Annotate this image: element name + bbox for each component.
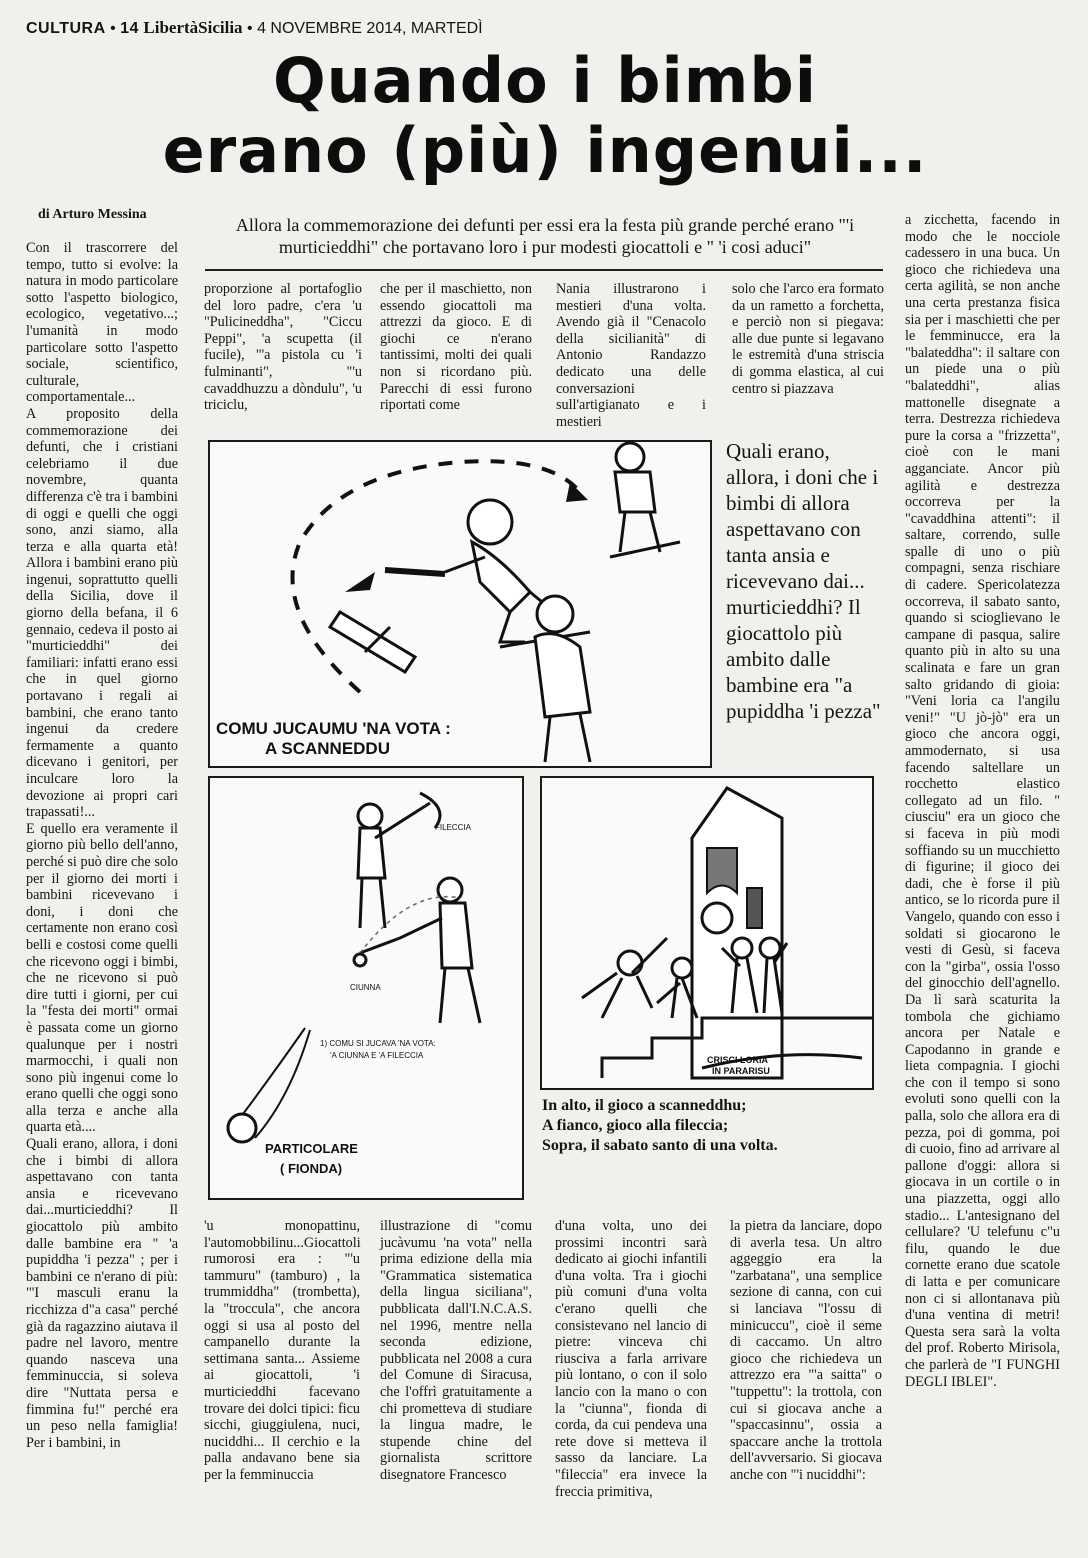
column-bottom-2: illustrazione di "comu jucàvumu 'na vota" nella prima edizione della mia "Grammatica sistematica della lingua siciliana", pubblicata dall'I.N.C.A.S. nel 1996, mentre nella seconda edizione, pubblicata nel 2008 a cura del Comune di Siracusa, che l'offrì gratuitamente a chi prometteva di studiare la lingua madre, le stupende chine del giornalista scrittore disegnatore Francesco	[380, 1218, 532, 1483]
drawing-caption: 1) COMU SI JUCAVA 'NA VOTA:	[320, 1039, 436, 1048]
photo-caption	[542, 1096, 882, 1156]
title-line-2: erano (più) ingenui...	[162, 114, 928, 187]
drawing-caption: COMU JUCAUMU 'NA VOTA :	[216, 719, 451, 738]
column-bottom-1: 'u monopattinu, l'automobbilinu...Giocattoli rumorosi era : "'u tammuru" (tamburo) , la trummiddha" (trombetta), la "troccula", che ancora oggi si usa al posto del campanello durante la settimana santa... Assieme ai giocattoli, 'i murticieddhi facevano trovare dei dolci tipici: ficu sicchi, giuggiulena, nuci, nuciddhi... Il cerchio e la palla andavano bene sia per la femminuccia	[204, 1218, 361, 1483]
newspaper-name: LibertàSicilia	[143, 18, 243, 37]
section-name: CULTURA	[26, 20, 106, 37]
drawing-caption: IN PARARISU	[712, 1066, 770, 1076]
caption-line: A fianco, gioco alla fileccia;	[542, 1117, 729, 1134]
column-top-4: solo che l'arco era formato da un rametto a forchetta, e perciò non si piegava: alle due punte si legavano le estremità d'una striscia di gomma elastica, al cui centro si piazzava	[732, 281, 884, 397]
caption-line: Sopra, il sabato santo di una volta.	[542, 1137, 778, 1154]
illustration-sabato-santo	[540, 776, 874, 1090]
paragraph: E quello era veramente il giorno più bello dell'anno, perché si può dire che solo per il giorno dei morti i bambini ricevevano i doni, i doni che certamente non erano così belli e costosi come quelli che ricevono oggi i bimbi, che ne ricevono si può dire tutti i giorni, per cui la "festa dei morti" ormai è passata come un giorno qualunque per i nostri marmocchi, i quali non sono più ingenui come lo erano quelli che oggi sono alla terza e anche alla quarta età....	[26, 820, 178, 1136]
column-top-3: Nania illustrarono i mestieri d'una volta. Avendo già il "Cenacolo della sicilianità" di Antonio Randazzo dedicato una delle conversazioni sull'artigianato e i mestieri	[556, 281, 706, 430]
drawing-caption: ( FIONDA)	[280, 1161, 343, 1176]
drawing-caption: A SCANNEDDU	[265, 739, 390, 758]
article-subtitle: Allora la commemorazione dei defunti per essi era la festa più grande perché erano "'i murticieddhi" che portavano loro i pur modesti giocattoli e " 'i cosi aduci"	[235, 215, 855, 257]
page-number: 14	[120, 20, 139, 37]
illustration-scanneddu	[208, 440, 712, 768]
column-top-1: proporzione al portafoglio del loro padre, c'era 'u "Pulicineddha", "Ciccu Peppi", 'a scupetta (il fucile), "'a pistola cu 'i fulminanti", "'u cavaddhuzzu a dòndulu", 'u triciclu,	[204, 281, 362, 414]
caption-line: In alto, il gioco a scanneddhu;	[542, 1097, 747, 1114]
drawing-scanneddu	[210, 442, 710, 766]
paragraph: Quali erano, allora, i doni che i bimbi di allora aspettavano con tanta ansia e ricevevano dai...murticieddhi? Il giocattolo più ambito dalle bambine era " 'a pupiddha 'i pezza" ; per i bambini ce n'erano di più: "'I masculi eranu la ricchizza d"a casa" perché già da ragazzino aiutava il padre nel lavoro, mentre quando nasceva una femminuccia, si soleva dire "Nuttata persa e fimmina fu!" perché era un peso nella famiglia! Per i bambini, in	[26, 1136, 178, 1451]
title-line-1: Quando i bimbi	[272, 44, 818, 117]
pull-quote: Quali erano, allora, i doni che i bimbi di allora aspettavano con tanta ansia e ricevevano dai... murticieddhi? Il giocattolo più ambito dalle bambine era "a pupiddha 'i pezza"	[726, 439, 881, 723]
column-left	[26, 240, 178, 1525]
illustration-ciunna-fileccia	[208, 776, 524, 1200]
drawing-label: FILECCIA	[435, 823, 472, 832]
drawing-sabato-santo	[542, 778, 872, 1088]
subtitle-divider	[205, 269, 883, 271]
column-top-2: che per il maschietto, non essendo giocattoli ma attrezzi da gioco. E di giochi ce n'erano tantissimi, molti dei quali non si ricordano più. Parecchi di essi furono riportati come	[380, 281, 532, 414]
paragraph: Con il trascorrere del tempo, tutto si evolve: la natura in modo particolare sotto l'aspetto biologico, ecologico, vegetativo...; l'umanità in modo particolare sotto l'aspetto sociale, scientifico, culturale, comportamentale...	[26, 240, 178, 406]
byline: di Arturo Messina	[38, 207, 147, 222]
drawing-caption: PARTICOLARE	[265, 1141, 358, 1156]
article-title	[50, 46, 1040, 186]
column-bottom-3: d'una volta, uno dei prossimi incontri sarà dedicato ai giochi infantili d'una volta. Tra i giochi più comuni d'una volta c'erano quelli che consistevano nel lancio di pietre: vinceva chi riusciva a farla arrivare più lontano, o con il solo lancio con la mano o con la "ciunna", fionda di corda, da cui pendeva una rete dove si metteva il sasso da lanciare. La "fileccia" era invece la freccia primitiva,	[555, 1218, 707, 1500]
column-right: a zicchetta, facendo in modo che le nocciole cadessero in una buca. Un gioco che richiedeva una certa agilità, se non anche una certa prestanza fisica sia per i maschietti che per le femminucce, era la "balateddha": il saltare con un piede una o più "balateddhi", alias mattonelle disegnate a terra. Destrezza richiedeva pure la corsa a "frizzetta", cioè con le mani agganciate. Ancor più agilità e destrezza occorreva per la "cavaddhina attenti": il saltare, correndo, sulle spalle di uno o più compagni, senza rischiare di cadere. Spericolatezza occorreva, il sabato santo, quando si scioglievano le campane di pasqua, salire quanto più in alto su una scalinata e fare un gran salto gridando di gioia: "Veni loria ca l'angilu veni!" "U jò-jò" era un gioco che ancora oggi, ammodernato, si usa facendo saltellare un rocchetto elastico collegato ad un filo. " ciusciu" era un gioco che si faceva in più modi soffiando su un mucchietto di figurine; il gioco dei dadi, che è forse il più antico, se lo ricorda pure il Vangelo, quando con esso i soldati si giocarono le vesti di Gesù, si faceva con la "girba", ossia l'osso del ginocchio dell'agnello. Da lì sarà scaturita la tombola che gichiamo ancora per Natale e Capodanno in grande e lieta compagnia. I giochi che con il tempo si sono evoluti sono quelli con la palla, solo che allora era di pezza, poi di gomma, poi di cuoio, fino ad arrivare al pallone d'oggi: allora si giocava in un cortile o in una piazzetta, oggi allo stadio... L'antesignano del cellulare? 'U telefunu c"u filu, quando le due cornette erano due scatole di latta e per comunicare non ci si allontanava più d'una ventina di metri! Questa sera sarà la volta del prof. Roberto Mirisola, che parlerà de "I FUNGHI DEGLI IBLEI".	[905, 212, 1060, 1390]
drawing-caption: 'A CIUNNA E 'A FILECCIA	[330, 1051, 424, 1060]
drawing-label: CIUNNA	[350, 983, 381, 992]
drawing-caption: CRISCI LORIA	[707, 1055, 769, 1065]
issue-date: 4 NOVEMBRE 2014, MARTEDÌ	[257, 20, 483, 37]
paragraph: A proposito della commemorazione dei defunti, che i cristiani celebriamo il due novembre, quanta differenza c'è tra i bambini di oggi e quelli che oggi sono, anzi siamo, alla terza e alla quarta età! Allora i bambini erano più ingenui, soprattutto quelli della Sicilia, dove il giorno della befana, il 6 gennaio, cedeva il posto ai "murticieddhi" dei familiari: infatti erano essi che in quel giorno portavano i regali ai bambini, che erano tanto ingenui da credere fermamente a quanto dicevano i genitori, per inculcare loro la devozione ai propri cari trapassati!...	[26, 405, 178, 821]
column-bottom-4: la pietra da lanciare, dopo di averla tesa. Un altro aggeggio era la "zarbatana", una semplice sezione di canna, con cui si lanciava "l'ossu di minicuccu", cioè il seme di caccamo. Un altro gioco che richiedeva un attrezzo era "'a saitta" o "tuppettu": la trottola, con cui si giocava anche a "spaccasinnu", ossia a spaccare anche la trottola dell'avversario. Si giocava anche con "'i nuciddhi":	[730, 1218, 882, 1483]
page-header: CULTURA • 14 LibertàSicilia • 4 NOVEMBRE 2014, MARTEDÌ	[26, 18, 483, 37]
drawing-ciunna-fileccia	[210, 778, 522, 1198]
